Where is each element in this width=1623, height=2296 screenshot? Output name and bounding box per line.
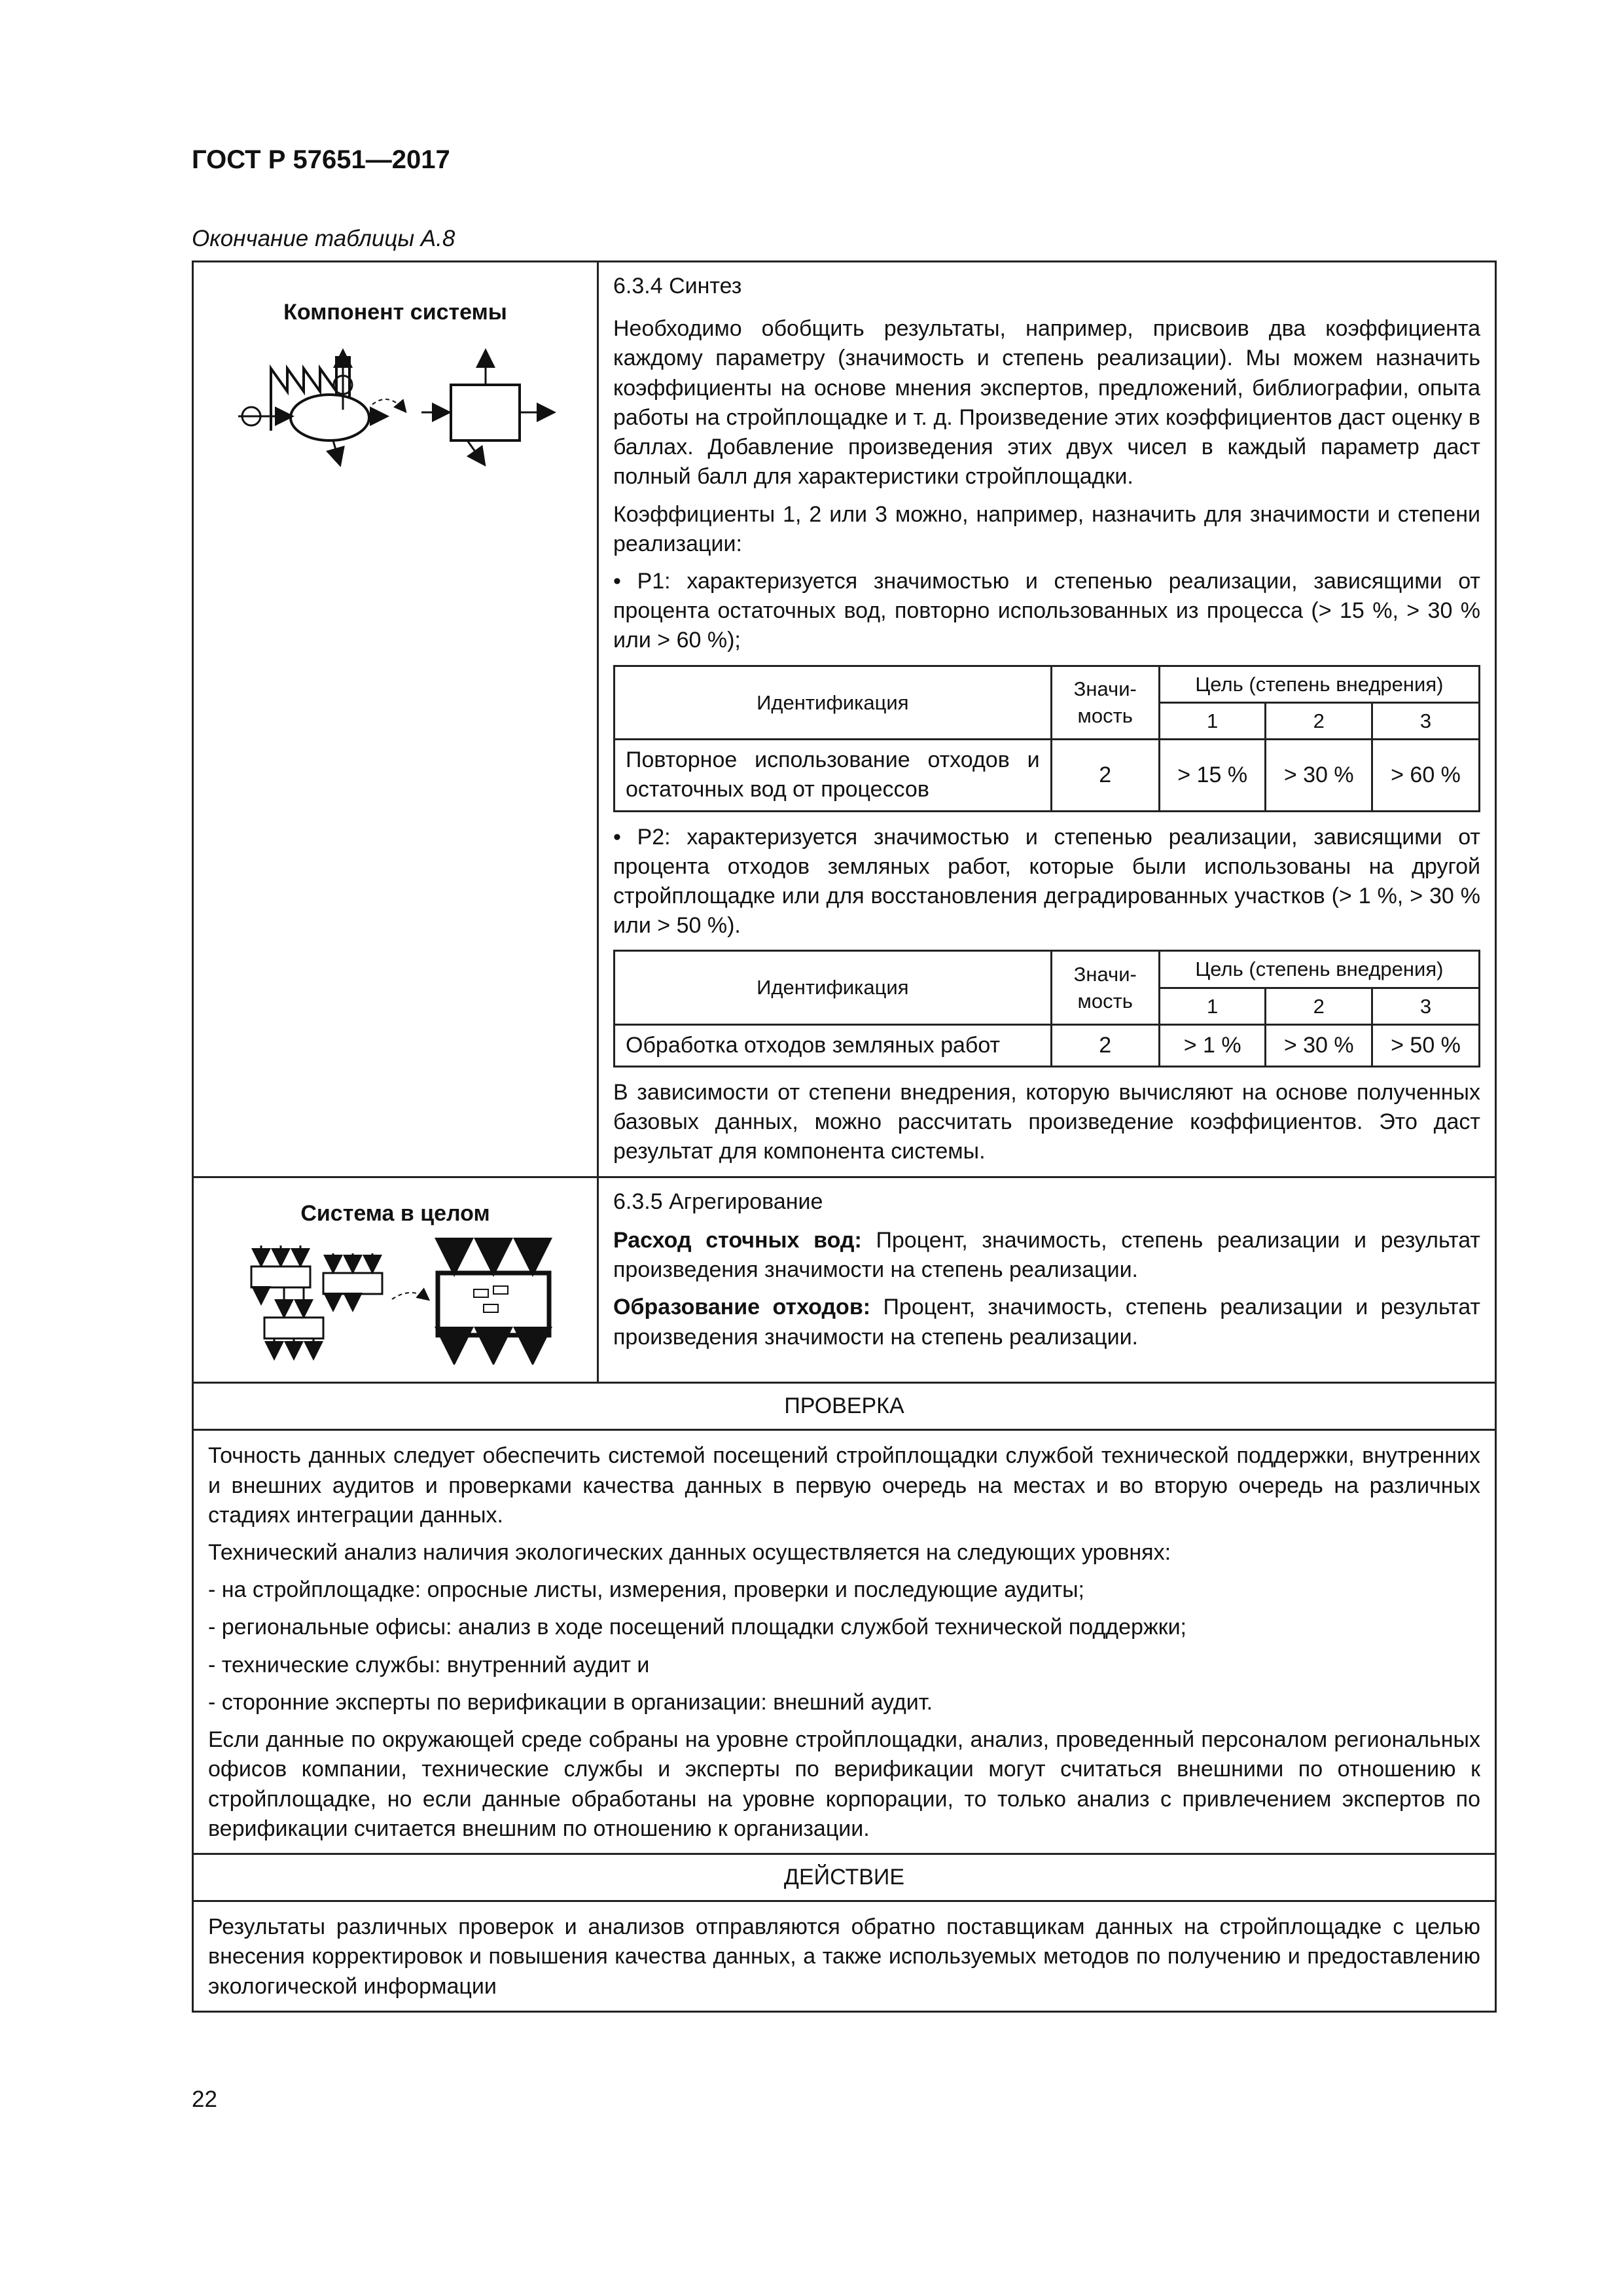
- table-row: [615, 1024, 1480, 1066]
- row-level-1: > 1 %: [1159, 1024, 1266, 1066]
- synthesis-bullet-p2: • Р2: характеризуется значимостью и степенью реализации, зависящими от процента отходов земляных работ, которые были использованы на другой стройплощадке или для восстановления деградированных участков (> 1 %, > 30 % или > 50 %).: [613, 824, 1480, 939]
- row-level-2: > 30 %: [1266, 1024, 1372, 1066]
- waste-text: Процент, значимость, степень реализации и результат произведения значимости на степень реализации.: [613, 1295, 1480, 1350]
- row-identification: Обработка отходов земляных работ: [615, 1024, 1052, 1066]
- action-heading-row: [193, 1854, 1496, 1901]
- aggregation-title: 6.3.5 Агрегирование: [613, 1189, 823, 1214]
- table-header-identification: Идентификация: [615, 666, 1052, 739]
- whole-system-diagram-icon: [225, 1234, 565, 1365]
- row-level-1: > 15 %: [1159, 740, 1266, 811]
- component-icon-label: Компонент системы: [283, 300, 507, 325]
- table-caption: Окончание таблицы А.8: [192, 226, 455, 251]
- synthesis-paragraph-1: Необходимо обобщить результаты, например, присвоив два коэффициента каждому параметру (значимость и степень реализации). Мы можем назначить коэффициенты на основе мнения экспертов, предложений, библиографии, опыта работы на стройплощадке и т. д. Произведение этих коэффициентов даст оценку в баллах. Добавление произведения этих двух чисел в каждый параметр даст полный балл для характеристики стройплощадки.: [613, 316, 1480, 490]
- check-heading: ПРОВЕРКА: [193, 1383, 1496, 1430]
- row-significance: 2: [1051, 1024, 1159, 1066]
- action-paragraph: Результаты различных проверок и анализов отправляются обратно поставщикам данных на стройплощадке с целью внесения корректировок и повышения качества данных, а также используемых методов по получению и предоставлению экологической информации: [208, 1914, 1480, 1999]
- synthesis-title: 6.3.4 Синтез: [613, 274, 742, 298]
- system-icon-label: Система в целом: [300, 1200, 490, 1226]
- check-paragraph-1: Точность данных следует обеспечить системой посещений стройплощадки службой технической поддержки, внутренних и внешних аудитов и проверками качества данных в первую очередь на местах и во вторую очередь на различных стадиях интеграции данных.: [208, 1443, 1480, 1528]
- table-header-level-2: 2: [1266, 702, 1372, 739]
- table-header-level-1: 1: [1159, 702, 1266, 739]
- synthesis-paragraph-3: В зависимости от степени внедрения, которую вычисляют на основе полученных базовых данных, можно рассчитать произведение коэффициентов. Это даст результат для компонента системы.: [613, 1080, 1480, 1164]
- wastewater-text: Процент, значимость, степень реализации и результат произведения значимости на степень реализации.: [613, 1227, 1480, 1283]
- synthesis-bullet-p1: • Р1: характеризуется значимостью и степенью реализации, зависящими от процента остаточных вод, повторно использованных из процесса (> 15 %, > 30 % или > 60 %);: [613, 568, 1480, 653]
- row-level-3: > 60 %: [1372, 740, 1480, 811]
- synthesis-content-cell: [598, 262, 1496, 1177]
- wastewater-label: Расход сточных вод:: [613, 1227, 862, 1253]
- row-identification: Повторное использование отходов и остаточных вод от процессов: [615, 740, 1052, 811]
- synthesis-row: [193, 262, 1496, 1177]
- list-item: - сторонние эксперты по верификации в организации: внешний аудит.: [208, 1689, 933, 1715]
- table-header-goal: Цель (степень внедрения): [1159, 666, 1479, 702]
- action-heading: ДЕЙСТВИЕ: [193, 1854, 1496, 1901]
- check-content-cell: [193, 1430, 1496, 1854]
- table-header-level-3: 3: [1372, 988, 1480, 1024]
- list-item: - региональные офисы: анализ в ходе посещений площадки службой технической поддержки;: [208, 1615, 1187, 1640]
- main-table: [192, 260, 1497, 2013]
- p1-coefficient-table: [613, 665, 1480, 812]
- synthesis-icon-cell: [193, 262, 598, 1177]
- table-header-significance: Значи-мость: [1051, 666, 1159, 739]
- table-header-level-2: 2: [1266, 988, 1372, 1024]
- table-header-level-3: 3: [1372, 702, 1480, 739]
- document-code: ГОСТ Р 57651—2017: [192, 145, 450, 174]
- aggregation-content-cell: [598, 1177, 1496, 1382]
- synthesis-paragraph-2: Коэффициенты 1, 2 или 3 можно, например, назначить для значимости и степени реализации:: [613, 501, 1480, 556]
- check-heading-row: [193, 1383, 1496, 1430]
- row-level-2: > 30 %: [1266, 740, 1372, 811]
- check-paragraph-2: Технический анализ наличия экологических данных осуществляется на следующих уровнях:: [208, 1540, 1171, 1565]
- wastewater-paragraph: [613, 1226, 1480, 1285]
- table-header-level-1: 1: [1159, 988, 1266, 1024]
- aggregation-icon-cell: [193, 1177, 598, 1382]
- list-item: - технические службы: внутренний аудит и: [208, 1652, 650, 1677]
- list-item: - на стройплощадке: опросные листы, измерения, проверки и последующие аудиты;: [208, 1577, 1084, 1603]
- aggregation-row: [193, 1177, 1496, 1382]
- waste-label: Образование отходов:: [613, 1295, 871, 1320]
- table-row: [615, 740, 1480, 811]
- page-number: 22: [192, 2087, 217, 2112]
- action-content-cell: [193, 1901, 1496, 2012]
- waste-paragraph: [613, 1293, 1480, 1352]
- row-significance: 2: [1051, 740, 1159, 811]
- table-header-significance: Значи-мость: [1051, 951, 1159, 1024]
- system-component-diagram-icon: [225, 332, 565, 490]
- table-header-goal: Цель (степень внедрения): [1159, 951, 1479, 988]
- check-paragraph-3: Если данные по окружающей среде собраны на уровне стройплощадки, анализ, проведенный персоналом региональных офисов компании, технические службы и эксперты по верификации могут считаться внешними по отношению к стройплощадке, но если данные обработаны на уровне корпорации, то только анализ с привлечением экспертов по верификации считается внешним по отношению к организации.: [208, 1727, 1480, 1841]
- table-header-identification: Идентификация: [615, 951, 1052, 1024]
- row-level-3: > 50 %: [1372, 1024, 1480, 1066]
- p2-coefficient-table: [613, 950, 1480, 1067]
- action-content-row: [193, 1901, 1496, 2012]
- check-content-row: [193, 1430, 1496, 1854]
